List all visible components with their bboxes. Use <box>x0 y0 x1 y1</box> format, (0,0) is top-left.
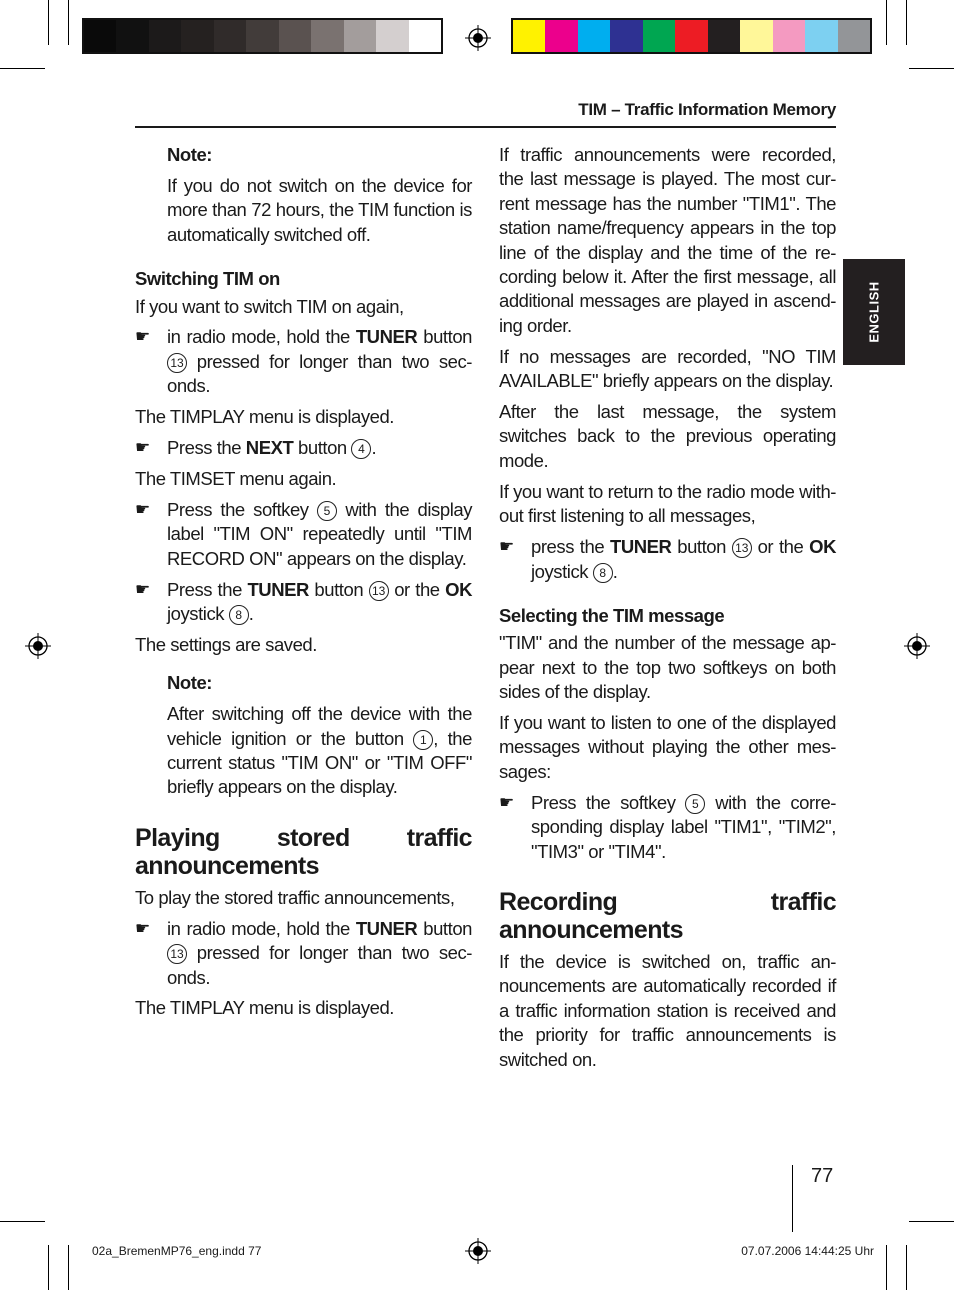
color-swatch <box>838 20 870 52</box>
paragraph: The settings are saved. <box>135 633 317 655</box>
paragraph: If the device is switched on, traffic an-nouncements are automatically recorded if a traffic information station is received and the priority for traffic announcements is switched on. <box>499 950 836 1070</box>
running-header <box>135 100 836 128</box>
paragraph: If you want to listen to one of the displayed messages without playing the other mes-sages: <box>499 712 836 782</box>
color-swatch <box>805 20 837 52</box>
color-swatch <box>643 20 675 52</box>
pointing-hand-icon: ☛ <box>135 579 150 600</box>
crop-mark <box>886 1245 887 1290</box>
color-swatch <box>149 20 181 52</box>
registration-mark-icon <box>465 1238 491 1264</box>
crop-mark <box>68 0 69 45</box>
section-heading-recording: Recording traffic announcements <box>499 887 836 944</box>
note-label: Note: <box>167 144 213 165</box>
paragraph: "TIM" and the number of the message ap-pear next to the top two softkeys on both sides of the display. <box>499 632 836 703</box>
paragraph: The TIMPLAY menu is displayed. <box>135 997 394 1019</box>
crop-mark <box>68 1245 69 1290</box>
footer-timestamp: 07.07.2006 14:44:25 Uhr <box>741 1244 874 1258</box>
control-number-badge: 13 <box>732 538 752 558</box>
color-swatch <box>578 20 610 52</box>
color-swatch <box>344 20 376 52</box>
instruction-item: ☛ Press the NEXT button 4 . <box>135 436 472 460</box>
color-swatch <box>610 20 642 52</box>
instruction-item: ☛ in radio mode, hold the TUNER button 13 pressed for longer than two sec-onds. <box>135 326 472 397</box>
instruction-item: ☛ press the TUNER button 13 or the OK joystick 8 . <box>499 536 836 582</box>
paragraph: If you want to return to the radio mode with-out first listening to all messages, <box>499 480 836 527</box>
paragraph: The TIMPLAY menu is displayed. <box>135 406 394 428</box>
crop-mark <box>909 68 954 69</box>
color-swatch <box>545 20 577 52</box>
paragraph: To play the stored traffic announcements, <box>135 886 455 908</box>
control-number-badge: 8 <box>229 605 249 625</box>
crop-mark <box>0 1221 45 1222</box>
control-number-badge: 1 <box>413 730 433 750</box>
control-number-badge: 13 <box>167 353 187 373</box>
paragraph: If you want to switch TIM on again, <box>135 295 404 317</box>
section-heading-playing: Playing stored traffic announcements <box>135 823 472 880</box>
color-swatch <box>708 20 740 52</box>
control-number-badge: 13 <box>369 581 389 601</box>
color-swatch <box>675 20 707 52</box>
paragraph: If no messages are recorded, "NO TIM AVAILABLE" briefly appears on the display. <box>499 345 836 392</box>
crop-mark <box>909 1221 954 1222</box>
subheading-selecting-message: Selecting the TIM message <box>499 604 725 626</box>
language-tab <box>843 259 905 365</box>
page-number: 77 <box>811 1165 834 1187</box>
right-column <box>499 143 836 1079</box>
instruction-item: ☛ Press the softkey 5 with the display label "TIM ON" repeatedly until "TIM RECORD ON" appears on the display. <box>135 498 472 569</box>
paragraph: If traffic announcements were recorded, the last message is played. The most cur-rent message has the number "TIM1". The station name/frequency appears in the top line of the display and the time of the re-cording below it. After the first message, all additional messages are played in ascend-ing order. <box>499 144 836 336</box>
language-label: ENGLISH <box>866 281 882 343</box>
crop-mark <box>906 0 907 45</box>
pointing-hand-icon: ☛ <box>135 327 150 348</box>
color-swatch <box>740 20 772 52</box>
note-block <box>135 671 472 800</box>
header-title: TIM – Traffic Information Memory <box>578 100 836 119</box>
color-swatch <box>773 20 805 52</box>
color-swatch <box>181 20 213 52</box>
color-swatch <box>376 20 408 52</box>
registration-mark-icon <box>25 633 51 659</box>
subheading-switching-tim-on: Switching TIM on <box>135 268 280 290</box>
crop-mark <box>906 1245 907 1290</box>
control-number-badge: 5 <box>685 794 705 814</box>
pointing-hand-icon: ☛ <box>135 499 150 520</box>
color-swatch <box>214 20 246 52</box>
note-block <box>135 143 472 247</box>
note-text: After switching off the device with the vehicle ignition or the button 1 , the current status "TIM ON" or "TIM OFF" briefly appears on the display. <box>167 703 472 798</box>
color-swatch <box>513 20 545 52</box>
control-number-badge: 4 <box>351 439 371 459</box>
left-column <box>135 143 472 1027</box>
footer-file-name: 02a_BremenMP76_eng.indd 77 <box>92 1244 262 1258</box>
note-label: Note: <box>167 672 213 694</box>
paragraph: The TIMSET menu again. <box>135 467 337 489</box>
crop-mark <box>48 1245 49 1290</box>
pointing-hand-icon: ☛ <box>135 438 150 459</box>
grayscale-color-bar <box>82 18 443 54</box>
control-number-badge: 13 <box>167 944 187 964</box>
page-number-rule <box>792 1165 793 1232</box>
color-swatch <box>311 20 343 52</box>
color-swatch <box>246 20 278 52</box>
crop-mark <box>886 0 887 45</box>
color-swatch <box>116 20 148 52</box>
process-color-bar <box>511 18 872 54</box>
registration-mark-icon <box>904 633 930 659</box>
crop-mark <box>0 68 45 69</box>
control-number-badge: 5 <box>317 501 337 521</box>
pointing-hand-icon: ☛ <box>499 537 514 558</box>
instruction-item: ☛ Press the TUNER button 13 or the OK joystick 8 . <box>135 578 472 624</box>
paragraph: After the last message, the system switches back to the previous operating mode. <box>499 401 836 471</box>
color-swatch <box>409 20 441 52</box>
instruction-item: ☛ in radio mode, hold the TUNER button 13 pressed for longer than two sec-onds. <box>135 917 472 988</box>
instruction-item: ☛ Press the softkey 5 with the corre-sponding display label "TIM1", "TIM2", "TIM3" or "TIM4". <box>499 791 836 862</box>
registration-mark-icon <box>465 25 491 51</box>
pointing-hand-icon: ☛ <box>499 792 514 813</box>
crop-mark <box>48 0 49 45</box>
pointing-hand-icon: ☛ <box>135 918 150 939</box>
color-swatch <box>84 20 116 52</box>
color-swatch <box>279 20 311 52</box>
control-number-badge: 8 <box>593 563 613 583</box>
note-text: If you do not switch on the device for more than 72 hours, the TIM function is automatically switched off. <box>167 174 472 245</box>
